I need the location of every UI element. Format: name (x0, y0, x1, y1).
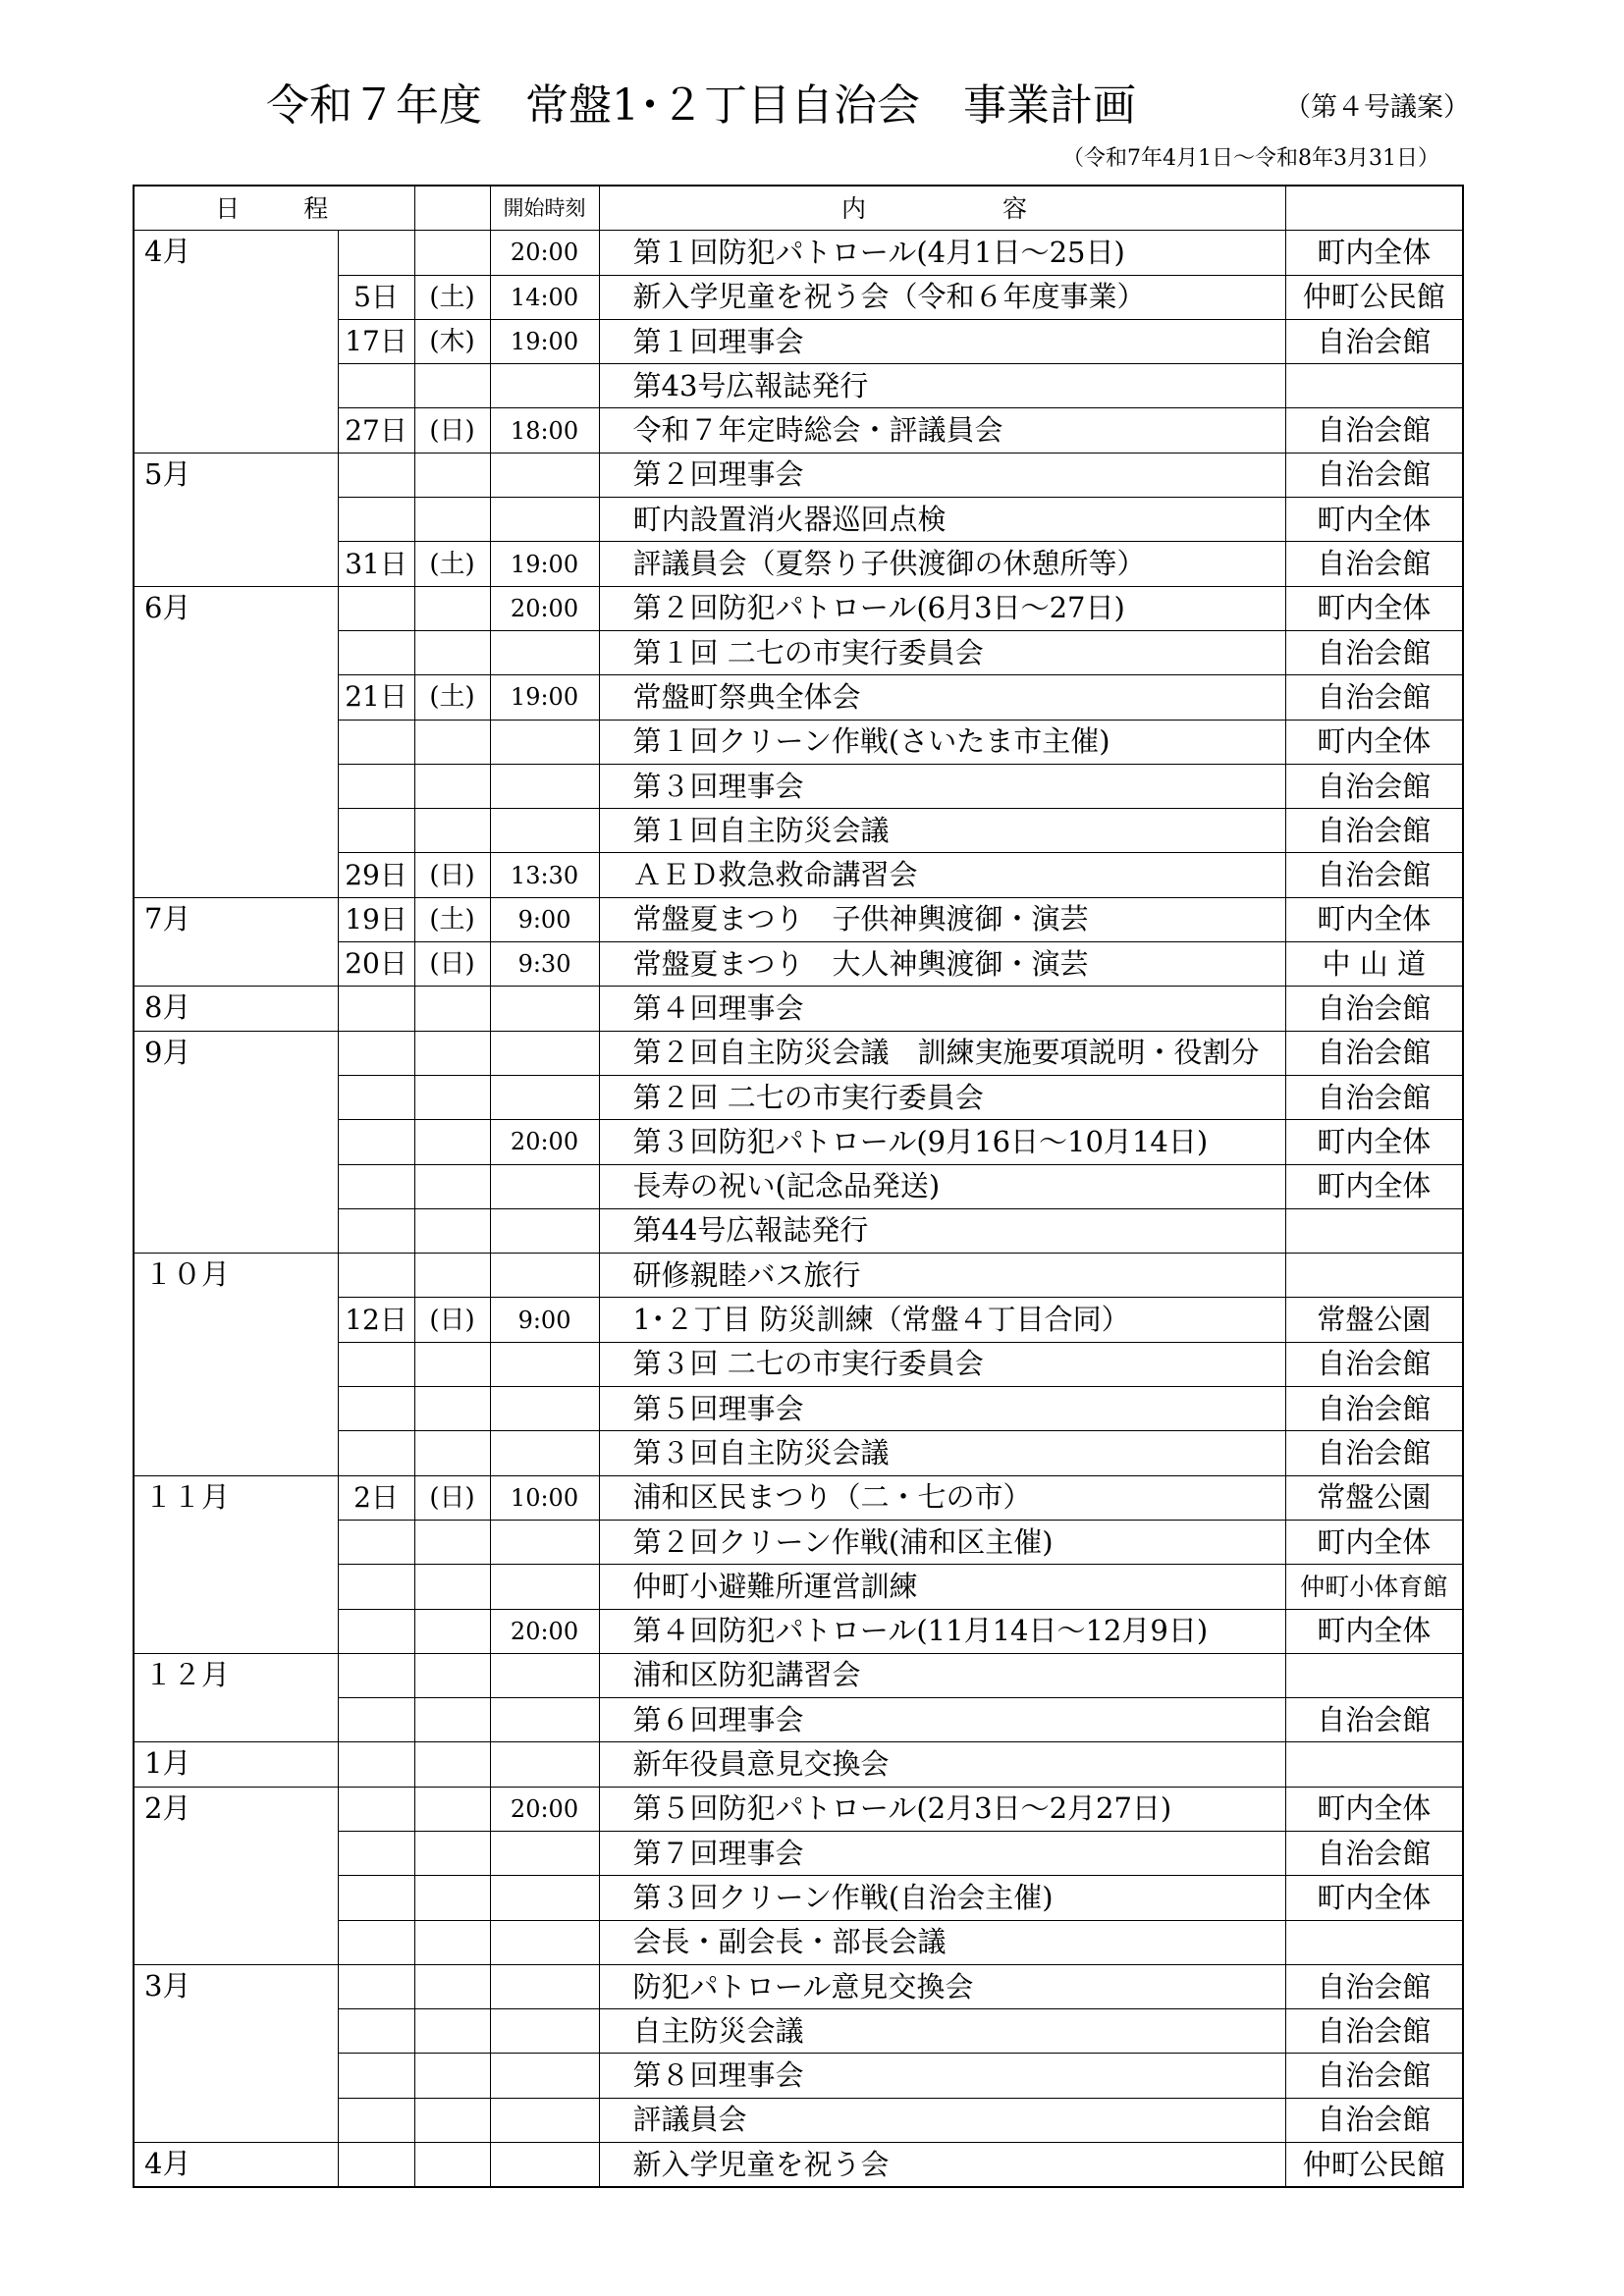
content-cell: 第７回理事会 (599, 1831, 1285, 1875)
start-time-cell (490, 2009, 599, 2054)
weekday-cell (414, 1742, 490, 1787)
header-row (134, 186, 1463, 231)
weekday-cell: (土) (414, 897, 490, 941)
content-cell: 研修親睦バス旅行 (599, 1254, 1285, 1298)
table-row (134, 897, 1463, 941)
start-time-cell: 20:00 (490, 1787, 599, 1831)
content-cell: 第１回クリーン作戦(さいたま市主催) (599, 720, 1285, 764)
place-cell: 町内全体 (1285, 1520, 1463, 1564)
schedule-header (134, 186, 1463, 231)
month-label: 4月 (134, 231, 338, 453)
content-cell: 第４回防犯パトロール(11月14日～12月9日) (599, 1609, 1285, 1653)
weekday-cell (414, 1254, 490, 1298)
day-cell (338, 1698, 414, 1742)
content-cell: 第１回自主防災会議 (599, 809, 1285, 853)
table-row (134, 231, 1463, 275)
day-cell (338, 630, 414, 674)
schedule-table (133, 185, 1464, 2188)
day-cell: 2日 (338, 1475, 414, 1520)
start-time-cell (490, 809, 599, 853)
start-time-cell (490, 1254, 599, 1298)
place-cell: 自治会館 (1285, 675, 1463, 720)
start-time-cell (490, 630, 599, 674)
weekday-cell (414, 1653, 490, 1697)
day-cell (338, 1742, 414, 1787)
start-time-cell: 20:00 (490, 1120, 599, 1164)
header-schedule: 日 程 (134, 186, 414, 231)
day-cell: 31日 (338, 542, 414, 586)
table-row (134, 586, 1463, 630)
table-row (134, 453, 1463, 497)
proposal-number: （第４号議案） (1284, 92, 1470, 123)
weekday-cell: (日) (414, 853, 490, 897)
document-title: 令和７年度 常盤1･２丁目自治会 事業計画 (266, 80, 1136, 131)
day-cell (338, 1208, 414, 1253)
day-cell (338, 1031, 414, 1075)
day-cell (338, 1831, 414, 1875)
place-cell: 自治会館 (1285, 1075, 1463, 1119)
place-cell: 町内全体 (1285, 1164, 1463, 1208)
start-time-cell (490, 2054, 599, 2098)
place-cell: 仲町小体育館 (1285, 1565, 1463, 1609)
content-cell: 第44号広報誌発行 (599, 1208, 1285, 1253)
start-time-cell: 19:00 (490, 542, 599, 586)
place-cell (1285, 364, 1463, 408)
day-cell (338, 1387, 414, 1431)
start-time-cell (490, 1387, 599, 1431)
table-row (134, 1964, 1463, 2008)
place-cell: 町内全体 (1285, 1876, 1463, 1920)
weekday-cell (414, 1431, 490, 1475)
day-cell (338, 1653, 414, 1697)
place-cell: 自治会館 (1285, 1342, 1463, 1386)
place-cell: 自治会館 (1285, 1831, 1463, 1875)
content-cell: 防犯パトロール意見交換会 (599, 1964, 1285, 2008)
place-cell: 町内全体 (1285, 586, 1463, 630)
start-time-cell (490, 2098, 599, 2142)
place-cell: 自治会館 (1285, 630, 1463, 674)
weekday-cell (414, 1831, 490, 1875)
place-cell (1285, 1254, 1463, 1298)
day-cell (338, 764, 414, 808)
content-cell: 第１回理事会 (599, 319, 1285, 363)
content-cell: 第２回 二七の市実行委員会 (599, 1075, 1285, 1119)
day-cell (338, 1075, 414, 1119)
weekday-cell (414, 2098, 490, 2142)
place-cell: 自治会館 (1285, 2009, 1463, 2054)
place-cell: 町内全体 (1285, 1120, 1463, 1164)
start-time-cell (490, 1876, 599, 1920)
place-cell: 自治会館 (1285, 319, 1463, 363)
weekday-cell (414, 498, 490, 542)
content-cell: 浦和区民まつり（二・七の市） (599, 1475, 1285, 1520)
place-cell: 自治会館 (1285, 1964, 1463, 2008)
day-cell: 19日 (338, 897, 414, 941)
start-time-cell (490, 1075, 599, 1119)
content-cell: 第１回防犯パトロール(4月1日～25日) (599, 231, 1285, 275)
place-cell: 自治会館 (1285, 408, 1463, 453)
month-label: 5月 (134, 453, 338, 586)
content-cell: 第６回理事会 (599, 1698, 1285, 1742)
start-time-cell (490, 1565, 599, 1609)
weekday-cell (414, 1387, 490, 1431)
place-cell: 町内全体 (1285, 231, 1463, 275)
place-cell (1285, 1920, 1463, 1964)
weekday-cell (414, 1520, 490, 1564)
start-time-cell (490, 1698, 599, 1742)
content-cell: 令和７年定時総会・評議員会 (599, 408, 1285, 453)
place-cell: 常盤公園 (1285, 1298, 1463, 1342)
weekday-cell: (日) (414, 1475, 490, 1520)
content-cell: 第１回 二七の市実行委員会 (599, 630, 1285, 674)
day-cell (338, 1920, 414, 1964)
place-cell: 常盤公園 (1285, 1475, 1463, 1520)
day-cell (338, 364, 414, 408)
fiscal-period: （令和7年4月1日～令和8年3月31日） (1062, 146, 1439, 171)
place-cell: 自治会館 (1285, 853, 1463, 897)
header-place (1285, 186, 1463, 231)
weekday-cell: (日) (414, 942, 490, 987)
day-cell (338, 1787, 414, 1831)
day-cell: 17日 (338, 319, 414, 363)
place-cell: 仲町公民館 (1285, 2143, 1463, 2188)
day-cell (338, 2098, 414, 2142)
weekday-cell (414, 1698, 490, 1742)
weekday-cell (414, 1964, 490, 2008)
table-row (134, 1475, 1463, 1520)
start-time-cell: 9:00 (490, 1298, 599, 1342)
day-cell (338, 2054, 414, 2098)
place-cell: 仲町公民館 (1285, 275, 1463, 319)
place-cell (1285, 1742, 1463, 1787)
weekday-cell (414, 1787, 490, 1831)
content-cell: 第２回理事会 (599, 453, 1285, 497)
place-cell: 町内全体 (1285, 1787, 1463, 1831)
table-row (134, 987, 1463, 1031)
weekday-cell (414, 630, 490, 674)
month-label: 3月 (134, 1964, 338, 2142)
weekday-cell (414, 1565, 490, 1609)
weekday-cell (414, 720, 490, 764)
place-cell: 自治会館 (1285, 2098, 1463, 2142)
content-cell: ＡＥＤ救急救命講習会 (599, 853, 1285, 897)
day-cell (338, 1520, 414, 1564)
place-cell: 自治会館 (1285, 987, 1463, 1031)
place-cell: 中 山 道 (1285, 942, 1463, 987)
content-cell: 浦和区防犯講習会 (599, 1653, 1285, 1697)
day-cell: 21日 (338, 675, 414, 720)
place-cell: 町内全体 (1285, 498, 1463, 542)
weekday-cell (414, 1208, 490, 1253)
content-cell: 常盤町祭典全体会 (599, 675, 1285, 720)
place-cell: 自治会館 (1285, 542, 1463, 586)
weekday-cell (414, 453, 490, 497)
content-cell: 評議員会（夏祭り子供渡御の休憩所等） (599, 542, 1285, 586)
content-cell: 第２回防犯パトロール(6月3日～27日) (599, 586, 1285, 630)
weekday-cell: (土) (414, 675, 490, 720)
content-cell: 常盤夏まつり 大人神輿渡御・演芸 (599, 942, 1285, 987)
weekday-cell: (日) (414, 1298, 490, 1342)
place-cell (1285, 1653, 1463, 1697)
content-cell: 新入学児童を祝う会 (599, 2143, 1285, 2188)
weekday-cell (414, 586, 490, 630)
day-cell: 27日 (338, 408, 414, 453)
weekday-cell: (土) (414, 275, 490, 319)
start-time-cell (490, 1342, 599, 1386)
weekday-cell (414, 1120, 490, 1164)
schedule-body (134, 231, 1463, 2188)
table-row (134, 1742, 1463, 1787)
header-weekday (414, 186, 490, 231)
start-time-cell: 18:00 (490, 408, 599, 453)
weekday-cell (414, 1164, 490, 1208)
place-cell: 自治会館 (1285, 1031, 1463, 1075)
month-label: １０月 (134, 1254, 338, 1475)
table-row (134, 1653, 1463, 1697)
place-cell: 町内全体 (1285, 897, 1463, 941)
weekday-cell (414, 364, 490, 408)
start-time-cell (490, 1831, 599, 1875)
place-cell: 自治会館 (1285, 1431, 1463, 1475)
start-time-cell (490, 2143, 599, 2188)
content-cell: 新入学児童を祝う会（令和６年度事業） (599, 275, 1285, 319)
start-time-cell: 19:00 (490, 675, 599, 720)
day-cell (338, 1164, 414, 1208)
day-cell (338, 2009, 414, 2054)
content-cell: 1･２丁目 防災訓練（常盤４丁目合同） (599, 1298, 1285, 1342)
day-cell (338, 1342, 414, 1386)
month-label: 7月 (134, 897, 338, 987)
place-cell: 自治会館 (1285, 764, 1463, 808)
day-cell: 29日 (338, 853, 414, 897)
place-cell: 自治会館 (1285, 809, 1463, 853)
day-cell (338, 231, 414, 275)
weekday-cell (414, 809, 490, 853)
weekday-cell (414, 1075, 490, 1119)
start-time-cell (490, 1964, 599, 2008)
start-time-cell (490, 1920, 599, 1964)
content-cell: 第５回防犯パトロール(2月3日～2月27日) (599, 1787, 1285, 1831)
day-cell (338, 1964, 414, 2008)
start-time-cell (490, 364, 599, 408)
weekday-cell: (日) (414, 408, 490, 453)
start-time-cell (490, 1208, 599, 1253)
content-cell: 評議員会 (599, 2098, 1285, 2142)
day-cell (338, 498, 414, 542)
month-label: 4月 (134, 2143, 338, 2188)
content-cell: 第３回自主防災会議 (599, 1431, 1285, 1475)
weekday-cell (414, 2143, 490, 2188)
start-time-cell (490, 1653, 599, 1697)
content-cell: 第３回防犯パトロール(9月16日～10月14日) (599, 1120, 1285, 1164)
content-cell: 仲町小避難所運営訓練 (599, 1565, 1285, 1609)
content-cell: 会長・副会長・部長会議 (599, 1920, 1285, 1964)
content-cell: 第２回クリーン作戦(浦和区主催) (599, 1520, 1285, 1564)
day-cell (338, 1609, 414, 1653)
weekday-cell (414, 1876, 490, 1920)
month-label: 2月 (134, 1787, 338, 1964)
table-row (134, 1787, 1463, 1831)
content-cell: 第５回理事会 (599, 1387, 1285, 1431)
start-time-cell: 19:00 (490, 319, 599, 363)
weekday-cell (414, 2054, 490, 2098)
month-label: 8月 (134, 987, 338, 1031)
content-cell: 第43号広報誌発行 (599, 364, 1285, 408)
weekday-cell (414, 987, 490, 1031)
weekday-cell (414, 231, 490, 275)
day-cell (338, 809, 414, 853)
start-time-cell (490, 1431, 599, 1475)
start-time-cell: 20:00 (490, 586, 599, 630)
place-cell: 町内全体 (1285, 1609, 1463, 1653)
start-time-cell (490, 987, 599, 1031)
weekday-cell (414, 764, 490, 808)
weekday-cell (414, 1920, 490, 1964)
day-cell (338, 453, 414, 497)
weekday-cell: (木) (414, 319, 490, 363)
table-row (134, 1254, 1463, 1298)
content-cell: 第８回理事会 (599, 2054, 1285, 2098)
day-cell (338, 987, 414, 1031)
day-cell (338, 1120, 414, 1164)
day-cell (338, 1565, 414, 1609)
place-cell: 町内全体 (1285, 720, 1463, 764)
month-label: 6月 (134, 586, 338, 897)
header-start-time: 開始時刻 (490, 186, 599, 231)
content-cell: 自主防災会議 (599, 2009, 1285, 2054)
start-time-cell (490, 498, 599, 542)
place-cell: 自治会館 (1285, 2054, 1463, 2098)
header-content: 内 容 (599, 186, 1285, 231)
start-time-cell (490, 1742, 599, 1787)
place-cell: 自治会館 (1285, 453, 1463, 497)
day-cell: 5日 (338, 275, 414, 319)
content-cell: 第３回 二七の市実行委員会 (599, 1342, 1285, 1386)
place-cell: 自治会館 (1285, 1698, 1463, 1742)
day-cell (338, 1431, 414, 1475)
content-cell: 第３回理事会 (599, 764, 1285, 808)
start-time-cell: 20:00 (490, 1609, 599, 1653)
start-time-cell: 9:00 (490, 897, 599, 941)
table-row (134, 1031, 1463, 1075)
start-time-cell: 20:00 (490, 231, 599, 275)
start-time-cell: 14:00 (490, 275, 599, 319)
start-time-cell (490, 764, 599, 808)
content-cell: 新年役員意見交換会 (599, 1742, 1285, 1787)
day-cell: 12日 (338, 1298, 414, 1342)
content-cell: 第３回クリーン作戦(自治会主催) (599, 1876, 1285, 1920)
weekday-cell (414, 1031, 490, 1075)
day-cell (338, 1254, 414, 1298)
start-time-cell (490, 1164, 599, 1208)
day-cell (338, 2143, 414, 2188)
day-cell: 20日 (338, 942, 414, 987)
start-time-cell: 13:30 (490, 853, 599, 897)
weekday-cell (414, 2009, 490, 2054)
table-row (134, 2143, 1463, 2188)
day-cell (338, 1876, 414, 1920)
content-cell: 第４回理事会 (599, 987, 1285, 1031)
place-cell (1285, 1208, 1463, 1253)
start-time-cell (490, 1031, 599, 1075)
month-label: 1月 (134, 1742, 338, 1787)
start-time-cell: 9:30 (490, 942, 599, 987)
start-time-cell (490, 1520, 599, 1564)
place-cell: 自治会館 (1285, 1387, 1463, 1431)
weekday-cell (414, 1342, 490, 1386)
content-cell: 長寿の祝い(記念品発送) (599, 1164, 1285, 1208)
day-cell (338, 720, 414, 764)
content-cell: 常盤夏まつり 子供神輿渡御・演芸 (599, 897, 1285, 941)
month-label: 9月 (134, 1031, 338, 1253)
content-cell: 町内設置消火器巡回点検 (599, 498, 1285, 542)
content-cell: 第２回自主防災会議 訓練実施要項説明・役割分 (599, 1031, 1285, 1075)
month-label: １１月 (134, 1475, 338, 1653)
start-time-cell (490, 720, 599, 764)
month-label: １２月 (134, 1653, 338, 1742)
weekday-cell (414, 1609, 490, 1653)
weekday-cell: (土) (414, 542, 490, 586)
start-time-cell (490, 453, 599, 497)
day-cell (338, 586, 414, 630)
start-time-cell: 10:00 (490, 1475, 599, 1520)
